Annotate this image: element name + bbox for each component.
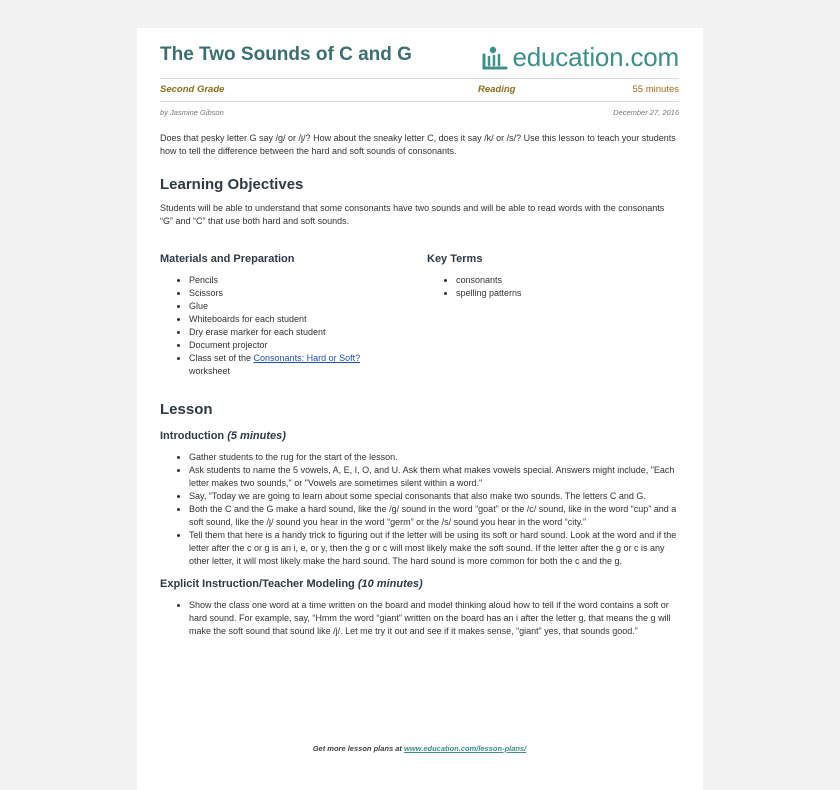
explicit-instruction-title: Explicit Instruction/Teacher Modeling [160,578,355,590]
worksheet-link[interactable]: Consonants: Hard or Soft? [253,353,361,363]
introduction-time: (5 minutes) [227,430,286,442]
materials-column [160,253,410,378]
page-title: The Two Sounds of C and G [160,44,412,65]
list-item: • Document projector [189,339,410,352]
list-item: • Say, “Today we are going to learn about some special consonants that also make two sounds. The letters C and G. [189,490,679,503]
page-footer [160,744,679,753]
list-item: • Scissors [189,287,410,300]
lesson-heading: Lesson [160,401,213,418]
explicit-instruction-list [160,599,679,638]
intro-paragraph: Does that pesky letter G say /g/ or /j/? How about the sneaky letter C, does it say /k/ or /s/? Use this lesson to teach your students how to tell the difference between the hard and soft sounds of consonants. [160,133,676,156]
list-item: • Glue [189,300,410,313]
date-label: December 27, 2016 [613,108,679,117]
worksheet-suffix: worksheet [189,366,231,376]
introduction-title: Introduction [160,430,225,442]
materials-heading: Materials and Preparation [160,253,295,265]
objectives-paragraph: Students will be able to understand that some consonants have two sounds and will be able to read words with the consonants “G” and “C” that use both hard and soft sounds. [160,203,665,226]
materials-list [160,274,410,378]
list-item: • consonants [456,274,627,287]
list-item: • Both the C and the G make a hard sound, like the /g/ sound in the word “goat” or the /c/ sound, like in the word “cup” and a soft sound, like the /j/ sound you hear in the word “germ” or the /s/ sound you hear in the word “city.” [189,503,679,529]
list-item: • Whiteboards for each student [189,313,410,326]
logo-text: education.com [512,42,679,72]
subject-label: Reading [478,84,516,95]
byline [160,102,679,122]
lesson-meta-bar [160,78,679,102]
key-terms-list [427,274,627,300]
document-header [160,28,679,74]
footer-link[interactable]: www.education.com/lesson-plans/ [404,744,527,753]
list-item: • Ask students to name the 5 vowels, A, E, I, O, and U. Ask them what makes vowels special. Answers might include, "Each letter makes two sounds," or "Vowels are sometimes silent within a word." [189,464,679,490]
book-stand-icon [480,43,510,73]
explicit-instruction-time: (10 minutes) [357,578,423,590]
education-logo[interactable] [480,42,679,73]
materials-keyterms-section [160,253,679,388]
introduction-heading [160,430,679,442]
document-page [137,28,703,790]
list-item: • Tell them that here is a handy trick to figuring out if the letter will be using its soft or hard sound. Look at the word and if the letter after the c or g is an i, e, or y, then the g or c will most likely make the soft sound. If the letter after the g or c is any other letter, it will most likely make the hard sound. The hard sound is more common for both the c and the g. [189,529,679,568]
list-item: • Show the class one word at a time written on the board and model thinking aloud how to tell if the word contains a soft or hard sound. For example, say, “Hmm the word “giant” written on the board has an i after the letter g, that means the g will make the soft sound that sound like /j/. Let me try it out and see if it makes sense, “giant” yes, that sounds good.” [189,599,679,638]
grade-label: Second Grade [160,84,225,95]
author-label: by Jasmine Gibson [160,108,224,117]
key-terms-heading: Key Terms [427,253,483,265]
key-terms-column [427,253,627,300]
list-item: • Dry erase marker for each student [189,326,410,339]
list-item: • Pencils [189,274,410,287]
list-item: • spelling patterns [456,287,627,300]
duration-label: 55 minutes [632,84,679,95]
explicit-instruction-heading [160,578,679,590]
introduction-list [160,451,679,568]
list-item [189,352,410,378]
objectives-heading: Learning Objectives [160,176,304,193]
list-item: • Gather students to the rug for the start of the lesson. [189,451,679,464]
worksheet-prefix: Class set of the [189,353,254,363]
footer-prefix: Get more lesson plans at [312,744,402,753]
